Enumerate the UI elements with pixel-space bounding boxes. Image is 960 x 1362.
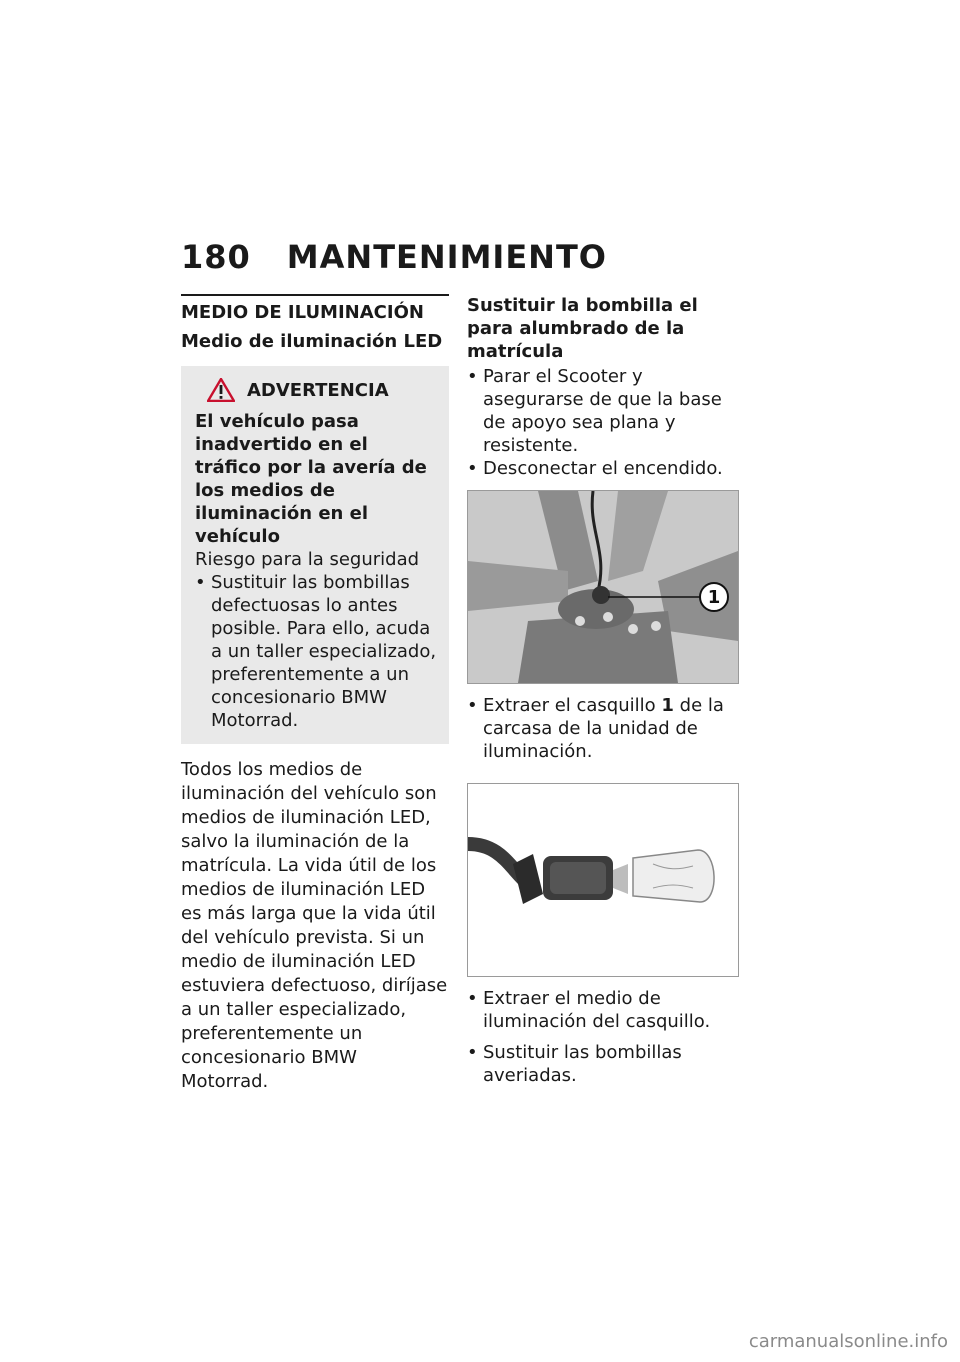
sub-title: Medio de iluminación LED <box>181 331 443 352</box>
figure-callout-1: 1 <box>707 587 721 608</box>
warning-bullet: • Sustituir las bombillas defectuosas lo antes posible. Para ello, acuda a un taller especializado, preferentemente a un concesionario BMW Motorrad. <box>195 571 437 732</box>
bulb-socket-illustration <box>468 784 738 976</box>
steps-before-list <box>467 365 739 480</box>
left-column <box>181 294 449 1094</box>
body-paragraph: Todos los medios de iluminación del vehículo son medios de iluminación LED, salvo la iluminación de la matrícula. La vida útil de los medios de iluminación LED es más larga que la vida útil del vehículo prevista. Si un medio de iluminación LED estuviera defectuoso, diríjase a un taller especializado, preferentemente un concesionario BMW Motorrad. <box>181 759 448 1092</box>
figure-lamp-housing <box>467 490 739 684</box>
steps-middle-list <box>467 694 739 763</box>
warning-box <box>181 366 449 744</box>
page-number: 180 <box>181 238 251 276</box>
warning-triangle-icon <box>207 378 235 402</box>
step-text: de la carcasa de la unidad de iluminación. <box>483 695 724 762</box>
list-item: • Desconectar el encendido. <box>467 457 739 480</box>
warning-bullets <box>195 571 437 732</box>
chapter-title: MANTENIMIENTO <box>286 238 607 276</box>
step-text: Extraer el casquillo <box>483 695 662 716</box>
warning-heading <box>207 378 437 402</box>
section-title: MEDIO DE ILUMINACIÓN <box>181 294 449 323</box>
list-item <box>467 694 739 763</box>
warning-bold-text: El vehículo pasa inadvertido en el tráfico por la avería de los medios de iluminación en el vehículo <box>195 411 427 547</box>
lamp-housing-illustration <box>468 491 738 683</box>
figure-bulb-socket <box>467 783 739 977</box>
list-item: • Extraer el medio de iluminación del casquillo. <box>467 987 739 1033</box>
watermark: carmanualsonline.info <box>748 1331 948 1352</box>
step-ref-number: 1 <box>661 695 674 716</box>
steps-after-list <box>467 987 739 1087</box>
warning-risk: Riesgo para la seguridad <box>195 549 420 570</box>
warning-label: ADVERTENCIA <box>247 379 389 401</box>
page-header <box>181 238 607 276</box>
list-item: • Parar el Scooter y asegurarse de que la base de apoyo sea plana y resistente. <box>467 365 739 457</box>
procedure-title: Sustituir la bombilla el para alumbrado de la matrícula <box>467 295 698 362</box>
right-column <box>467 294 739 1087</box>
list-item: • Sustituir las bombillas averiadas. <box>467 1041 739 1087</box>
